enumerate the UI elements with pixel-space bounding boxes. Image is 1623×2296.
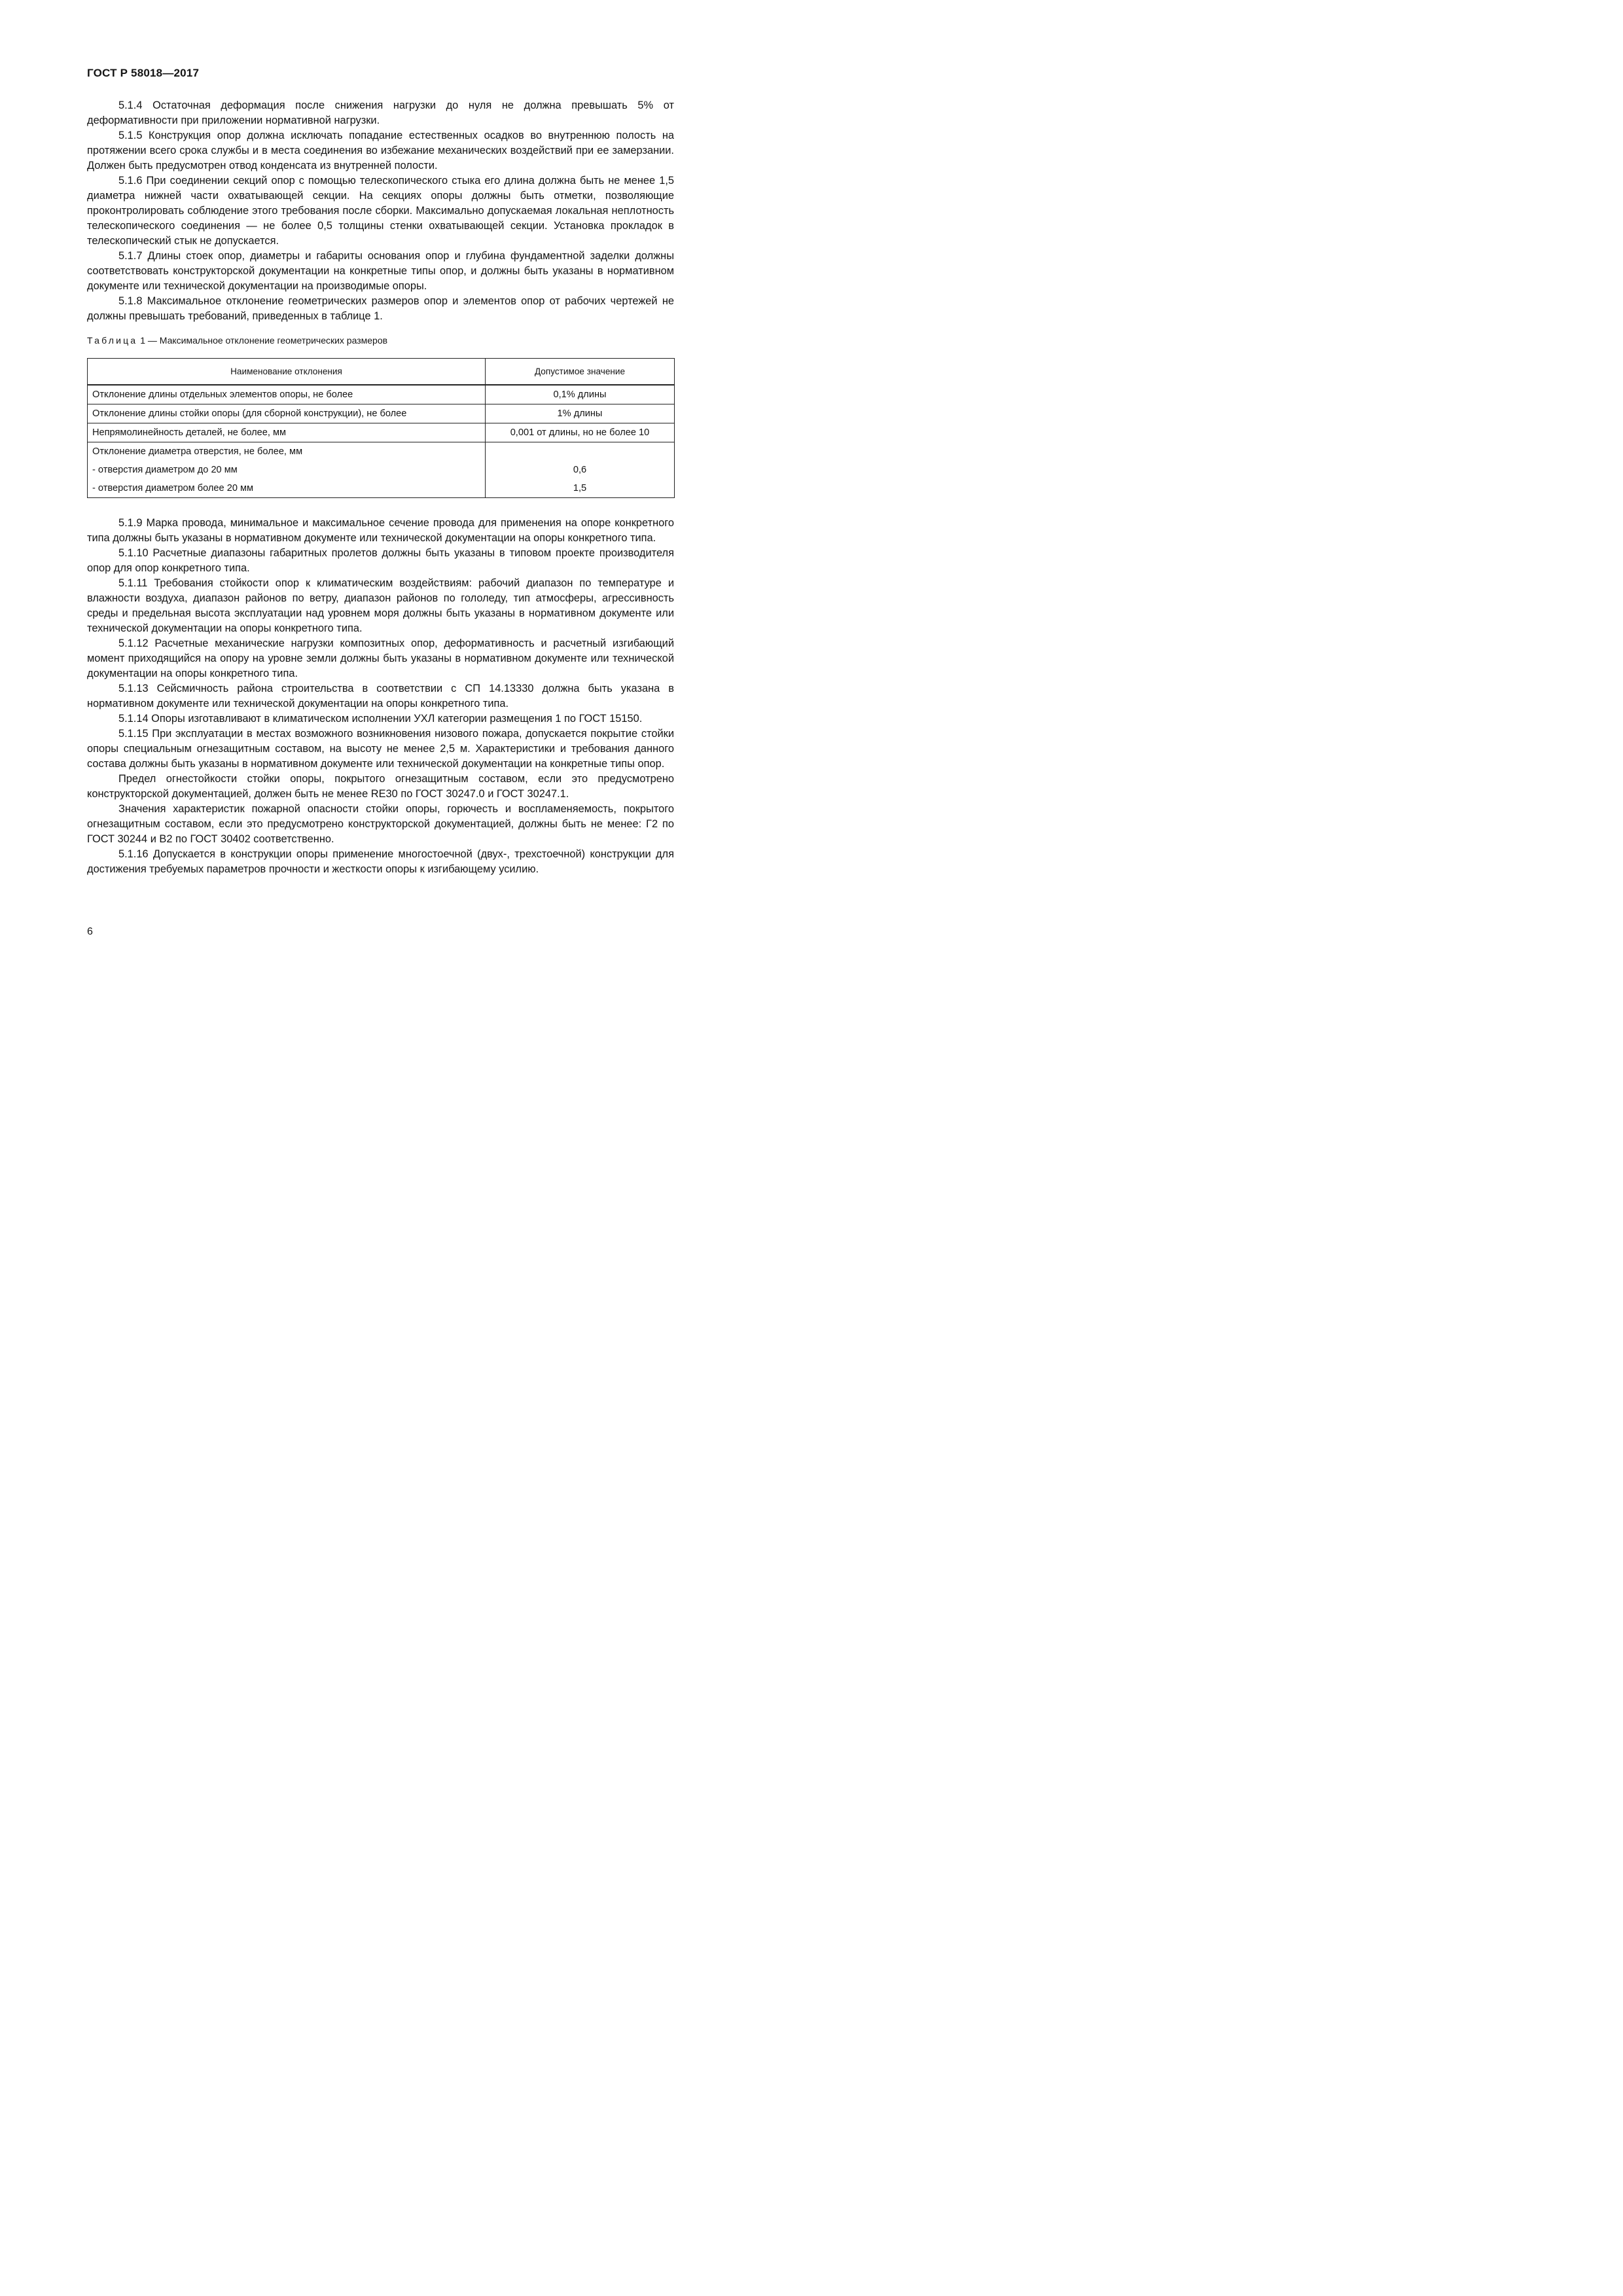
- cell-value: 1% длины: [486, 404, 675, 423]
- table-caption: [87, 335, 387, 346]
- cell-value: 1,5: [486, 479, 675, 498]
- paragraph-5-1-14: 5.1.14 Опоры изготавливают в климатическом исполнении УХЛ категории размещения 1 по ГОСТ 15150.: [118, 713, 643, 725]
- cell-name: Отклонение длины отдельных элементов опоры, не более: [88, 385, 486, 404]
- paragraph-5-1-4: 5.1.4 Остаточная деформация после снижения нагрузки до нуля не должна превышать 5% от деформативности при приложении нормативной нагрузки.: [87, 99, 674, 126]
- paragraph-5-1-15: 5.1.15 При эксплуатации в местах возможного возникновения низового пожара, допускается покрытие стойки опоры специальным огнезащитным составом, на высоту не менее 2,5 м. Характеристики и требования данного состава должны быть указаны в нормативном документе или технической документации на конкретные типы опор.: [87, 728, 674, 770]
- paragraph-5-1-10: 5.1.10 Расчетные диапазоны габаритных пролетов должны быть указаны в типовом проекте производителя опор для опор конкретного типа.: [87, 547, 674, 574]
- table-row: [88, 479, 675, 498]
- table-header-row: [88, 359, 675, 386]
- deviation-table: [87, 358, 675, 498]
- header-allowed-value: Допустимое значение: [486, 359, 675, 386]
- cell-group-title: Отклонение диаметра отверстия, не более, мм: [88, 442, 486, 461]
- table-caption-text: 1 — Максимальное отклонение геометрических размеров: [140, 335, 388, 346]
- body-text-top: [87, 98, 674, 324]
- cell-name: Отклонение длины стойки опоры (для сборной конструкции), не более: [88, 404, 486, 423]
- paragraph-5-1-11: 5.1.11 Требования стойкости опор к климатическим воздействиям: рабочий диапазон по температуре и влажности воздуха, диапазон районов по ветру, диапазон районов по гололеду, тип атмосферы, агрессивность среды и предельная высота эксплуатации над уровнем моря должны быть указаны в нормативном документе или технической документации на опоры конкретного типа.: [87, 577, 674, 634]
- cell-value: 0,001 от длины, но не более 10: [486, 423, 675, 442]
- paragraph-5-1-5: 5.1.5 Конструкция опор должна исключать попадание естественных осадков во внутреннюю полость на протяжении всего срока службы и в места соединения во избежание механических воздействий при ее замерзании. Должен быть предусмотрен отвод конденсата из внутренней полости.: [87, 130, 674, 171]
- paragraph-5-1-8: 5.1.8 Максимальное отклонение геометрических размеров опор и элементов опор от рабочих чертежей не должны превышать требований, приведенных в таблице 1.: [87, 295, 674, 322]
- cell-value: 0,6: [486, 461, 675, 479]
- header-deviation-name: Наименование отклонения: [88, 359, 486, 386]
- page-number: 6: [87, 926, 93, 937]
- cell-empty: [486, 442, 675, 461]
- table-row: [88, 385, 675, 404]
- paragraph-5-1-12: 5.1.12 Расчетные механические нагрузки композитных опор, деформативность и расчетный изгибающий момент приходящийся на опору на уровне земли должны быть указаны в нормативном документе или технической документации на опоры конкретного типа.: [87, 637, 674, 679]
- cell-value: 0,1% длины: [486, 385, 675, 404]
- paragraph-fire-hazard: Значения характеристик пожарной опасности стойки опоры, горючесть и воспламеняемость, покрытого огнезащитным составом, если это предусмотрено конструкторской документацией, должны быть не менее: Г2 по ГОСТ 30244 и В2 по ГОСТ 30402 соответственно.: [87, 803, 674, 845]
- cell-name: - отверстия диаметром до 20 мм: [88, 461, 486, 479]
- table-row: [88, 404, 675, 423]
- table-row: [88, 423, 675, 442]
- paragraph-5-1-16: 5.1.16 Допускается в конструкции опоры применение многостоечной (двух-, трехстоечной) конструкции для достижения требуемых параметров прочности и жесткости опоры к изгибающему усилию.: [87, 848, 674, 875]
- document-code: ГОСТ Р 58018—2017: [87, 67, 200, 79]
- table-row: [88, 461, 675, 479]
- body-text-bottom: [87, 516, 674, 877]
- paragraph-5-1-13: 5.1.13 Сейсмичность района строительства в соответствии с СП 14.13330 должна быть указана в нормативном документе или технической документации на опоры конкретного типа.: [87, 683, 674, 709]
- table-group-title-row: [88, 442, 675, 461]
- paragraph-fire-resistance: Предел огнестойкости стойки опоры, покрытого огнезащитным составом, если это предусмотрено конструкторской документацией, должен быть не менее RE30 по ГОСТ 30247.0 и ГОСТ 30247.1.: [87, 773, 674, 800]
- paragraph-5-1-6: 5.1.6 При соединении секций опор с помощью телескопического стыка его длина должна быть не менее 1,5 диаметра нижней части охватывающей секции. На секциях опоры должны быть отметки, позволяющие проконтролировать соблюдение этого требования после сборки. Максимально допускаемая локальная неплотность телескопического соединения — не более 0,5 толщины стенки охватывающей секции. Установка прокладок в телескопический стык не допускается.: [87, 175, 674, 247]
- cell-name: Непрямолинейность деталей, не более, мм: [88, 423, 486, 442]
- cell-name: - отверстия диаметром более 20 мм: [88, 479, 486, 498]
- paragraph-5-1-7: 5.1.7 Длины стоек опор, диаметры и габариты основания опор и глубина фундаментной заделки должны соответствовать конструкторской документации на конкретные типы опор, и должны быть указаны в нормативном документе или технической документации на производимые опоры.: [87, 250, 674, 292]
- paragraph-5-1-9: 5.1.9 Марка провода, минимальное и максимальное сечение провода для применения на опоре конкретного типа должны быть указаны в нормативном документе или технической документации на опоры конкретного типа.: [87, 517, 674, 544]
- table-caption-word: Таблица: [87, 335, 138, 346]
